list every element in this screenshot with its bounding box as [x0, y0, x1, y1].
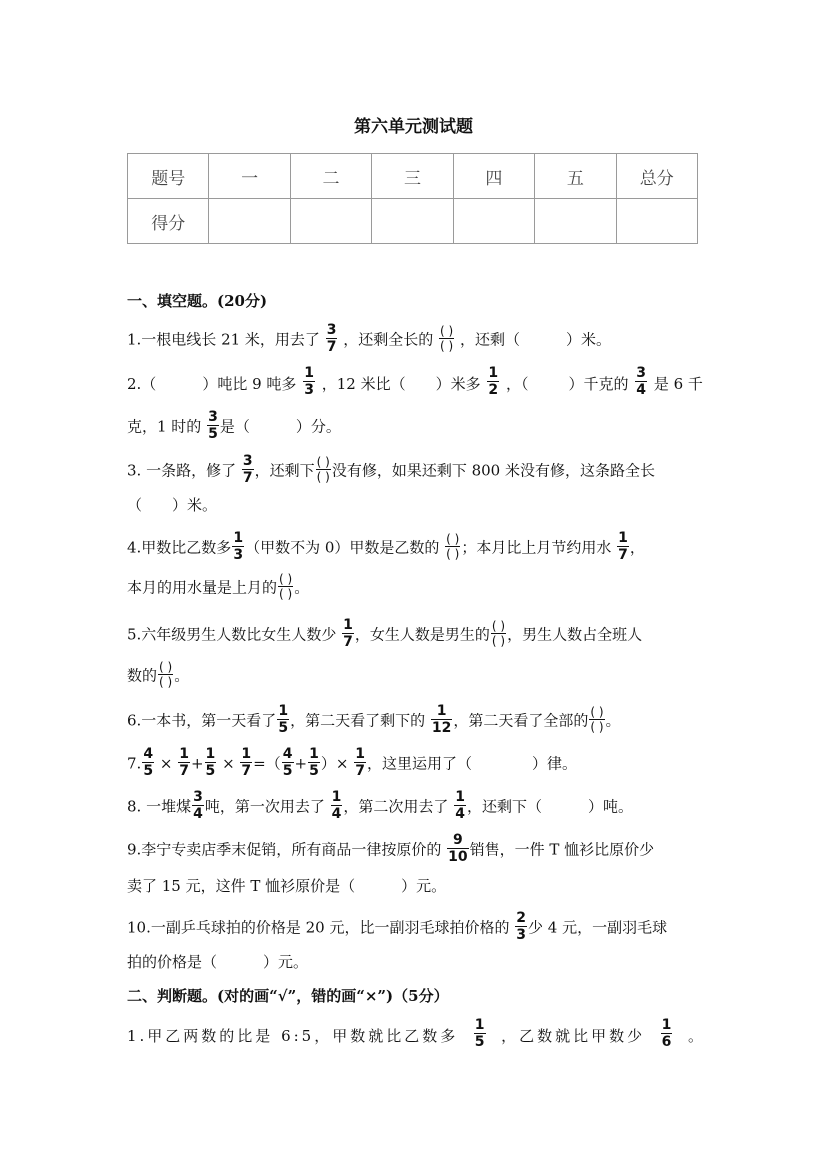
fraction: $\frac{1}{6}$ — [661, 1017, 672, 1050]
fraction: $\frac{1}{12}$ — [431, 703, 452, 736]
score-cell[interactable] — [372, 199, 453, 244]
question-9-line-2: 卖了 15 元，这件 T 恤衫原价是（ ）元。 — [127, 877, 447, 895]
q2-segment: 是 6 千 — [653, 374, 703, 393]
q1-text-a: 1.一根电线长 21 米，用去了 — [127, 330, 320, 349]
score-header-cell: 题号 — [128, 154, 209, 199]
fraction: $\frac{1}{7}$ — [343, 617, 353, 650]
fraction-blank[interactable]: $\frac{( )}{( )}$ — [491, 619, 506, 648]
fraction: $\frac{1}{7}$ — [179, 746, 189, 779]
score-header-cell: 总分 — [616, 154, 697, 199]
judge-question-1: 1.甲乙两数的比是 6:5，甲数就比乙数多 $\frac{1}{5}$ ，乙数就比甲数少 $\frac{1}{6}$ 。 — [127, 1017, 703, 1050]
fraction: $\frac{3}{7}$ — [326, 322, 337, 355]
score-row-label: 得分 — [128, 199, 209, 244]
score-cell[interactable] — [616, 199, 697, 244]
fraction: $\frac{1}{3}$ — [233, 530, 244, 563]
fraction: $\frac{1}{7}$ — [241, 746, 252, 779]
question-9: 9.李宁专卖店季末促销，所有商品一律按原价的 $\frac{9}{10}$ 销售，一件 T 恤衫比原价少 — [127, 832, 655, 865]
fraction: $\frac{4}{5}$ — [282, 746, 293, 779]
fraction-blank[interactable]: $\frac{( )}{( )}$ — [159, 660, 173, 689]
q1-text-b: ，还剩全长的 — [343, 330, 434, 349]
fraction: $\frac{1}{3}$ — [304, 365, 314, 398]
question-5-line-2: 数的 $\frac{( )}{( )}$ 。 — [127, 660, 190, 689]
question-3: 3. 一条路，修了 $\frac{3}{7}$ ，还剩下 $\frac{( )}{( )}$ 没有修，如果还剩下 800 米没有修，这条路全长 — [127, 453, 655, 486]
score-table-header-row — [128, 154, 698, 199]
question-1 — [127, 322, 703, 356]
q1-text-d: ）米。 — [566, 330, 612, 349]
question-2 — [127, 365, 703, 399]
score-header-cell: 三 — [372, 154, 453, 199]
fraction: $\frac{3}{5}$ — [208, 409, 218, 442]
score-table — [127, 153, 698, 244]
score-header-cell: 一 — [209, 154, 290, 199]
fraction: $\frac{4}{5}$ — [143, 746, 154, 779]
q2-segment: 2.（ ）吨比 9 吨多 — [127, 374, 297, 393]
question-4-line-2: 本月的用水量是上月的 $\frac{( )}{( )}$ 。 — [127, 572, 310, 601]
fraction-blank[interactable]: $\frac{( )}{( )}$ — [446, 532, 460, 561]
question-4: 4.甲数比乙数多 $\frac{1}{3}$ （甲数不为 0）甲数是乙数的 $\frac{( )}{( )}$ ；本月比上月节约用水 $\frac{1}{7}$ ， — [127, 530, 645, 563]
fraction: $\frac{3}{7}$ — [242, 453, 253, 486]
score-header-cell: 四 — [453, 154, 534, 199]
q2-segment: ，12 米比（ ）米多 — [321, 374, 481, 393]
score-cell[interactable] — [209, 199, 290, 244]
fraction: $\frac{1}{7}$ — [618, 530, 628, 563]
fraction: $\frac{1}{5}$ — [278, 703, 289, 736]
score-table-score-row — [128, 199, 698, 244]
score-cell[interactable] — [535, 199, 616, 244]
score-header-cell: 五 — [535, 154, 616, 199]
fraction: $\frac{1}{5}$ — [205, 746, 216, 779]
page-title: 第六单元测试题 — [354, 117, 473, 137]
fraction: $\frac{1}{4}$ — [331, 789, 342, 822]
fraction: $\frac{2}{3}$ — [516, 910, 527, 943]
question-5: 5.六年级男生人数比女生人数少 $\frac{1}{7}$ ，女生人数是男生的 $\frac{( )}{( )}$ ，男生人数占全班人 — [127, 617, 643, 650]
question-7: 7. $\frac{4}{5}$ × $\frac{1}{7}$ + $\frac{1}{5}$ × $\frac{1}{7}$ =（ $\frac{4}{5}$ + $\frac{1}{5}$ ）× $\frac{1}{7}$ ，这里运用了（ ）律。 — [127, 746, 577, 779]
fraction-blank[interactable]: $\frac{( )}{( )}$ — [279, 572, 293, 601]
question-10-line-2: 拍的价格是（ ）元。 — [127, 953, 309, 971]
score-cell[interactable] — [453, 199, 534, 244]
question-2-line-2: 克，1 时的 $\frac{3}{5}$ 是（ ）分。 — [127, 409, 341, 442]
question-10: 10.一副乒乓球拍的价格是 20 元，比一副羽毛球拍价格的 $\frac{2}{3}$ 少 4 元，一副羽毛球 — [127, 910, 668, 943]
fraction: $\frac{1}{5}$ — [474, 1017, 485, 1050]
fraction: $\frac{3}{4}$ — [193, 789, 203, 822]
q1-text-c: ，还剩（ — [460, 330, 521, 349]
fraction: $\frac{1}{2}$ — [488, 365, 499, 398]
score-cell[interactable] — [290, 199, 371, 244]
fraction-blank[interactable]: $\frac{( )}{( )}$ — [590, 705, 604, 734]
section-2-heading: 二、判断题。(对的画“√”，错的画“×”)（5分） — [127, 987, 449, 1005]
question-8: 8. 一堆煤 $\frac{3}{4}$ 吨，第一次用去了 $\frac{1}{4}$ ，第二次用去了 $\frac{1}{4}$ ，还剩下（ ）吨。 — [127, 789, 633, 822]
fraction: $\frac{3}{4}$ — [636, 365, 647, 398]
fraction: $\frac{1}{5}$ — [309, 746, 319, 779]
question-3-line-2: （ ）米。 — [127, 496, 218, 514]
fraction: $\frac{1}{4}$ — [455, 789, 465, 822]
fraction: $\frac{1}{7}$ — [355, 746, 365, 779]
fraction: $\frac{9}{10}$ — [448, 832, 468, 865]
question-6: 6.一本书，第一天看了 $\frac{1}{5}$ ，第二天看了剩下的 $\frac{1}{12}$ ，第二天看了全部的 $\frac{( )}{( )}$ 。 — [127, 703, 621, 736]
score-header-cell: 二 — [290, 154, 371, 199]
fraction-blank[interactable]: $\frac{( )}{( )}$ — [316, 455, 330, 484]
fraction-blank[interactable]: $\frac{( )}{( )}$ — [440, 324, 454, 353]
q2-segment: ，（ ）千克的 — [505, 374, 629, 393]
section-1-heading: 一、填空题。(20分) — [127, 292, 268, 310]
